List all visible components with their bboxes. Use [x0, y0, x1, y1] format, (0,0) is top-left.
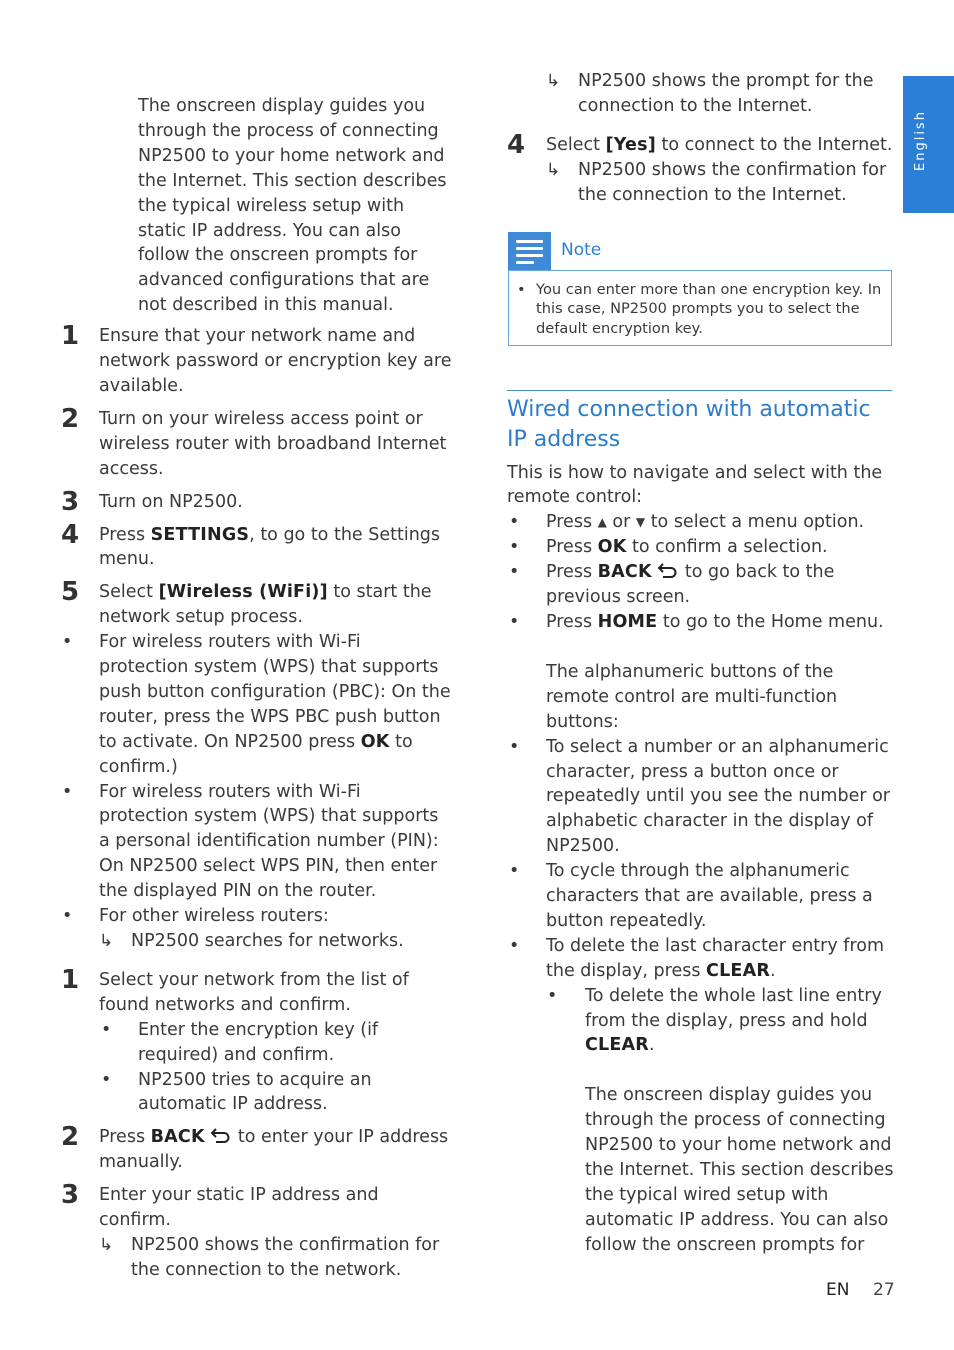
- ok-key: OK: [597, 537, 627, 558]
- step-text: Press: [99, 1127, 151, 1148]
- intro-paragraph: The onscreen display guides you through the process of connecting NP2500 to your home network and the Internet. This section describes the typical wireless setup with static IP address. You can also follow the onscreen prompts for advanced configurations that are not described in this manual.: [138, 96, 447, 316]
- back-icon: [657, 561, 679, 579]
- bullet-text: to confirm a selection.: [626, 537, 828, 558]
- bullet-text: to confirm.): [99, 731, 413, 777]
- step-number: 1: [61, 321, 80, 352]
- settings-key: SETTINGS: [150, 524, 250, 545]
- sub-bullet-encryption: • Enter the encryption key (if required) and confirm.: [58, 1018, 453, 1068]
- step-number: 4: [61, 519, 80, 550]
- result-confirm-internet: [507, 158, 897, 208]
- bullet-text: Press: [546, 512, 598, 533]
- bullet-text: For wireless routers with Wi-Fi protection system (WPS) that supports push button configuration (PBC): On the router, press the WPS PBC push button to activate. On NP2500 press: [99, 632, 451, 752]
- ok-key: OK: [360, 731, 390, 752]
- nav-bullet-back: [507, 560, 897, 610]
- back-key: BACK: [150, 1127, 205, 1148]
- arrow-icon: ↳: [546, 71, 561, 91]
- step-number: 1: [61, 964, 80, 995]
- sub-step-3: [58, 1180, 453, 1233]
- alpha-intro: The alphanumeric buttons of the remote control are multi-function buttons:: [546, 661, 838, 732]
- clear-key: CLEAR: [706, 960, 770, 981]
- step-4-yes: [507, 129, 897, 160]
- nav-bullet-select: [507, 510, 897, 535]
- step-text: Press: [99, 524, 151, 545]
- bullet-other-routers: • For other wireless routers:: [58, 904, 453, 929]
- section-divider: [507, 390, 892, 391]
- alpha-sub-bullet-delete-line: [507, 984, 897, 1059]
- note-box: [507, 232, 897, 350]
- bullet-text: Press: [546, 611, 598, 632]
- bullet-text: .: [648, 1035, 655, 1056]
- page-number: 27: [873, 1280, 895, 1300]
- step-number: 2: [61, 1122, 80, 1153]
- wired-intro: The onscreen display guides you through the process of connecting NP2500 to your home network and the Internet. This section describes the typical wired setup with automatic IP address. You can also follow the onscreen prompts for: [585, 1085, 894, 1255]
- result-text: NP2500 shows the prompt for the connection to the Internet.: [578, 71, 874, 116]
- bullet-text: Press: [546, 537, 598, 558]
- nav-intro: This is how to navigate and select with the remote control:: [507, 462, 883, 508]
- sub-step-1: [58, 964, 453, 1018]
- result-prompt-internet: [507, 69, 897, 119]
- step-text: Turn on your wireless access point or wireless router with broadband Internet access.: [99, 408, 447, 479]
- down-arrow-icon: ▼: [635, 515, 646, 530]
- step-text: to connect to the Internet.: [655, 134, 893, 155]
- nav-bullet-ok: [507, 535, 897, 560]
- yes-option: [Yes]: [605, 134, 656, 155]
- step-text: Select: [546, 134, 606, 155]
- step-number: 2: [61, 403, 80, 434]
- step-1: [58, 321, 453, 399]
- step-text: to start the network setup process.: [99, 582, 432, 628]
- up-arrow-icon: ▲: [597, 515, 607, 530]
- step-text: Turn on NP2500.: [99, 491, 243, 512]
- step-text: Select your network from the list of found networks and confirm.: [99, 969, 409, 1015]
- result-text: NP2500 shows the confirmation for the connection to the network.: [131, 1234, 440, 1280]
- result-text: NP2500 searches for networks.: [131, 931, 404, 951]
- alpha-bullet-select: • To select a number or an alphanumeric character, press a button once or repeatedly until you see the number or alphabetic character in the display of NP2500.: [507, 735, 897, 860]
- arrow-icon: ↳: [99, 931, 114, 951]
- clear-key: CLEAR: [585, 1035, 649, 1056]
- bullet-text: to go back to the previous screen.: [546, 562, 835, 608]
- step-4: [58, 519, 453, 573]
- result-searches: [58, 929, 453, 954]
- step-text: to enter your IP address manually.: [99, 1127, 449, 1173]
- step-5: [58, 577, 453, 630]
- step-number: 5: [61, 577, 80, 608]
- step-text: Enter your static IP address and confirm.: [99, 1185, 379, 1231]
- wireless-option: [Wireless (WiFi)]: [158, 582, 328, 603]
- step-number: 3: [61, 1180, 80, 1211]
- language-tab-label: English: [913, 110, 928, 171]
- section-heading: Wired connection with automatic IP address: [507, 396, 871, 452]
- step-number: 4: [507, 129, 526, 160]
- bullet-text: or: [606, 512, 636, 533]
- back-key: BACK: [597, 562, 652, 583]
- step-text: , to go to the Settings menu.: [99, 524, 441, 570]
- bullet-text: to go to the Home menu.: [657, 611, 884, 632]
- result-confirm-network: [58, 1233, 453, 1283]
- step-3: [58, 486, 453, 517]
- note-icon: [508, 232, 551, 270]
- left-column: [58, 94, 453, 1283]
- step-text: Ensure that your network name and network password or encryption key are available.: [99, 326, 452, 396]
- bullet-text: Press: [546, 562, 598, 583]
- right-column: [507, 69, 897, 1258]
- note-frame: [508, 270, 892, 346]
- nav-bullet-home: [507, 610, 897, 635]
- arrow-icon: ↳: [546, 159, 561, 180]
- bullet-text: to select a menu option.: [645, 512, 865, 533]
- bullet-text: To delete the last character entry from the display, press: [546, 935, 885, 981]
- step-number: 3: [61, 486, 80, 517]
- home-key: HOME: [597, 611, 658, 632]
- alpha-bullet-delete: [507, 934, 897, 984]
- result-text: NP2500 shows the confirmation for the connection to the Internet.: [578, 159, 887, 205]
- language-tab: [903, 76, 954, 213]
- bullet-wps-pbc: [58, 630, 453, 779]
- sub-bullet-acquire-ip: • NP2500 tries to acquire an automatic IP address.: [58, 1068, 453, 1118]
- alpha-bullet-cycle: • To cycle through the alphanumeric characters that are available, press a button repeatedly.: [507, 859, 897, 934]
- bullet-wps-pin: • For wireless routers with Wi-Fi protection system (WPS) that supports a personal identification number (PIN): On NP2500 select WPS PIN, then enter the displayed PIN on the router.: [58, 780, 453, 905]
- footer-language: EN: [826, 1280, 850, 1300]
- back-icon: [210, 1126, 232, 1144]
- sub-step-2: [58, 1122, 453, 1175]
- bullet-text: To delete the whole last line entry from the display, press and hold: [585, 985, 882, 1031]
- step-2: [58, 403, 453, 482]
- step-text: Select: [99, 582, 159, 603]
- bullet-text: .: [770, 960, 776, 981]
- note-text: • You can enter more than one encryption key. In this case, NP2500 prompts you to select the default encryption key.: [536, 280, 885, 339]
- arrow-icon: ↳: [99, 1234, 114, 1255]
- note-title: Note: [561, 239, 602, 260]
